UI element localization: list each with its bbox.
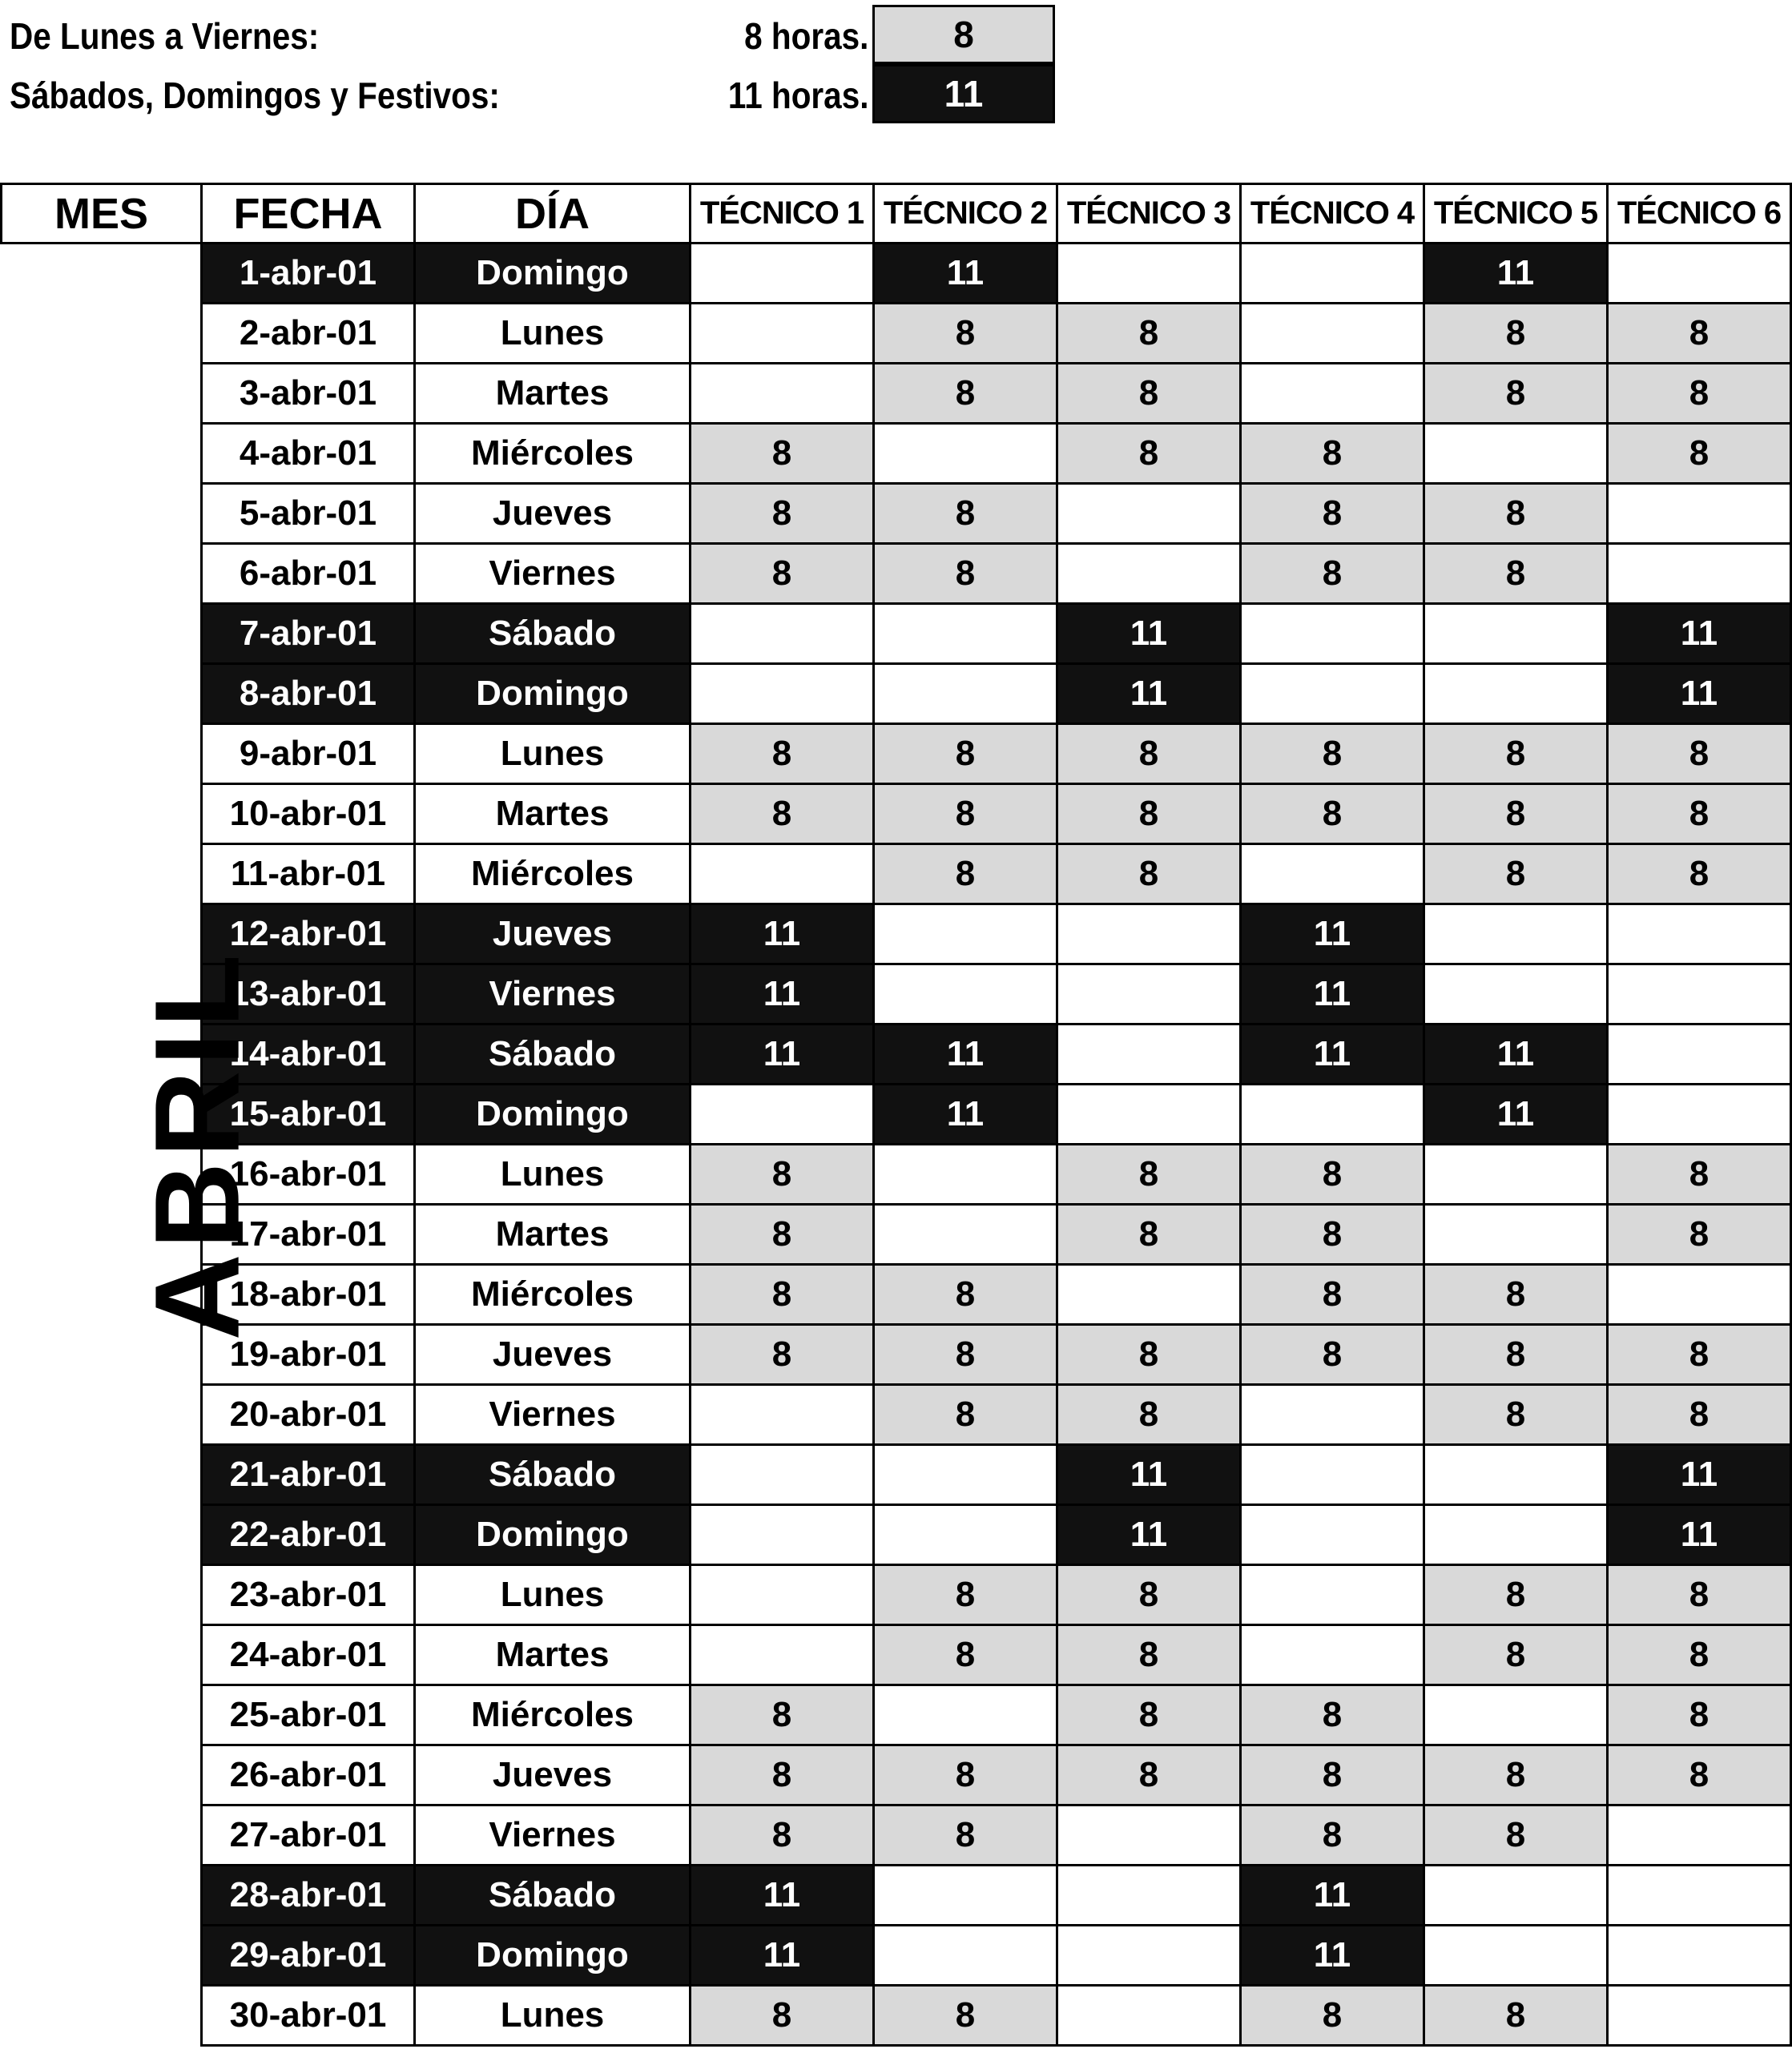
tecnico-3-hours-cell: [1057, 1926, 1241, 1986]
date-cell: 3-abr-01: [202, 364, 415, 424]
table-row: [2, 1265, 1791, 1325]
tecnico-6-hours-cell: [1608, 1866, 1791, 1926]
day-cell: Lunes: [415, 304, 691, 364]
tecnico-2-hours-cell: 11: [874, 1024, 1057, 1085]
tecnico-3-hours-cell: [1057, 1805, 1241, 1866]
tecnico-3-hours-cell: [1057, 484, 1241, 544]
tecnico-5-hours-cell: [1424, 424, 1608, 484]
tecnico-5-hours-cell: 8: [1424, 364, 1608, 424]
date-cell: 7-abr-01: [202, 604, 415, 664]
tecnico-4-hours-cell: [1241, 1505, 1424, 1565]
date-cell: 30-abr-01: [202, 1986, 415, 2046]
day-cell: Jueves: [415, 1745, 691, 1805]
tecnico-3-hours-cell: 8: [1057, 1685, 1241, 1745]
date-cell: 19-abr-01: [202, 1325, 415, 1385]
tecnico-2-hours-cell: [874, 964, 1057, 1024]
tecnico-1-hours-cell: 8: [691, 1986, 874, 2046]
day-cell: Sábado: [415, 604, 691, 664]
table-row: [2, 364, 1791, 424]
tecnico-4-hours-cell: 11: [1241, 904, 1424, 964]
tecnico-5-hours-cell: [1424, 904, 1608, 964]
tecnico-3-hours-cell: 8: [1057, 1745, 1241, 1805]
tecnico-4-hours-cell: 11: [1241, 1866, 1424, 1926]
day-cell: Martes: [415, 784, 691, 844]
table-row: [2, 664, 1791, 724]
tecnico-3-hours-cell: [1057, 1866, 1241, 1926]
tecnico-6-hours-cell: [1608, 964, 1791, 1024]
tecnico-3-hours-cell: 8: [1057, 1205, 1241, 1265]
tecnico-6-hours-cell: 11: [1608, 1445, 1791, 1505]
day-cell: Domingo: [415, 1505, 691, 1565]
date-cell: 6-abr-01: [202, 544, 415, 604]
day-cell: Martes: [415, 1205, 691, 1265]
date-cell: 27-abr-01: [202, 1805, 415, 1866]
day-cell: Miércoles: [415, 844, 691, 904]
date-cell: 24-abr-01: [202, 1625, 415, 1685]
tecnico-6-hours-cell: 8: [1608, 1745, 1791, 1805]
header-tecnico-2: TÉCNICO 2: [874, 184, 1057, 244]
table-row: [2, 1325, 1791, 1385]
tecnico-4-hours-cell: 11: [1241, 964, 1424, 1024]
table-row: [2, 1385, 1791, 1445]
tecnico-5-hours-cell: 8: [1424, 304, 1608, 364]
tecnico-1-hours-cell: 8: [691, 724, 874, 784]
tecnico-5-hours-cell: 8: [1424, 784, 1608, 844]
table-row: [2, 1145, 1791, 1205]
tecnico-3-hours-cell: 8: [1057, 1625, 1241, 1685]
tecnico-5-hours-cell: 8: [1424, 1745, 1608, 1805]
tecnico-4-hours-cell: [1241, 1565, 1424, 1625]
day-cell: Lunes: [415, 1565, 691, 1625]
tecnico-6-hours-cell: [1608, 1986, 1791, 2046]
tecnico-6-hours-cell: 8: [1608, 424, 1791, 484]
table-row: [2, 1205, 1791, 1265]
table-row: [2, 604, 1791, 664]
tecnico-4-hours-cell: 8: [1241, 1986, 1424, 2046]
date-cell: 28-abr-01: [202, 1866, 415, 1926]
tecnico-5-hours-cell: [1424, 1205, 1608, 1265]
day-cell: Domingo: [415, 1085, 691, 1145]
date-cell: 8-abr-01: [202, 664, 415, 724]
date-cell: 13-abr-01: [202, 964, 415, 1024]
tecnico-3-hours-cell: 8: [1057, 1385, 1241, 1445]
date-cell: 18-abr-01: [202, 1265, 415, 1325]
tecnico-2-hours-cell: 8: [874, 1625, 1057, 1685]
tecnico-6-hours-cell: 8: [1608, 1385, 1791, 1445]
tecnico-6-hours-cell: 8: [1608, 1565, 1791, 1625]
tecnico-5-hours-cell: [1424, 604, 1608, 664]
date-cell: 22-abr-01: [202, 1505, 415, 1565]
tecnico-1-hours-cell: [691, 1505, 874, 1565]
tecnico-4-hours-cell: 8: [1241, 484, 1424, 544]
tecnico-2-hours-cell: 8: [874, 1265, 1057, 1325]
day-cell: Jueves: [415, 484, 691, 544]
tecnico-4-hours-cell: [1241, 244, 1424, 304]
tecnico-2-hours-cell: 8: [874, 484, 1057, 544]
tecnico-4-hours-cell: 8: [1241, 544, 1424, 604]
month-label: ABRIL: [129, 949, 264, 1341]
tecnico-3-hours-cell: [1057, 1024, 1241, 1085]
tecnico-5-hours-cell: 8: [1424, 1325, 1608, 1385]
tecnico-4-hours-cell: 11: [1241, 1024, 1424, 1085]
tecnico-3-hours-cell: [1057, 244, 1241, 304]
tecnico-2-hours-cell: 11: [874, 1085, 1057, 1145]
tecnico-4-hours-cell: 8: [1241, 1145, 1424, 1205]
tecnico-2-hours-cell: 8: [874, 784, 1057, 844]
tecnico-5-hours-cell: [1424, 964, 1608, 1024]
tecnico-2-hours-cell: [874, 1505, 1057, 1565]
tecnico-4-hours-cell: [1241, 1385, 1424, 1445]
day-cell: Miércoles: [415, 1685, 691, 1745]
tecnico-5-hours-cell: 8: [1424, 1565, 1608, 1625]
tecnico-5-hours-cell: [1424, 1866, 1608, 1926]
tecnico-2-hours-cell: 8: [874, 304, 1057, 364]
tecnico-3-hours-cell: [1057, 1986, 1241, 2046]
tecnico-6-hours-cell: 8: [1608, 1325, 1791, 1385]
tecnico-5-hours-cell: 11: [1424, 1085, 1608, 1145]
tecnico-1-hours-cell: [691, 1445, 874, 1505]
tecnico-1-hours-cell: 8: [691, 1745, 874, 1805]
day-cell: Miércoles: [415, 1265, 691, 1325]
table-row: [2, 1866, 1791, 1926]
tecnico-6-hours-cell: 8: [1608, 1145, 1791, 1205]
tecnico-4-hours-cell: 11: [1241, 1926, 1424, 1986]
tecnico-1-hours-cell: 8: [691, 784, 874, 844]
legend-weekend-label: Sábados, Domingos y Festivos:: [10, 74, 500, 116]
day-cell: Sábado: [415, 1024, 691, 1085]
tecnico-1-hours-cell: 8: [691, 1145, 874, 1205]
schedule-body: [2, 244, 1791, 2046]
tecnico-5-hours-cell: 8: [1424, 1625, 1608, 1685]
tecnico-6-hours-cell: 11: [1608, 664, 1791, 724]
tecnico-1-hours-cell: [691, 304, 874, 364]
tecnico-6-hours-cell: [1608, 244, 1791, 304]
legend-weekend-hours: 11 horas.: [727, 74, 868, 116]
tecnico-6-hours-cell: 8: [1608, 304, 1791, 364]
tecnico-2-hours-cell: 8: [874, 364, 1057, 424]
tecnico-2-hours-cell: 11: [874, 244, 1057, 304]
tecnico-4-hours-cell: 8: [1241, 1325, 1424, 1385]
table-row: [2, 304, 1791, 364]
tecnico-2-hours-cell: [874, 1685, 1057, 1745]
tecnico-4-hours-cell: [1241, 844, 1424, 904]
tecnico-3-hours-cell: 11: [1057, 604, 1241, 664]
tecnico-6-hours-cell: [1608, 1805, 1791, 1866]
table-row: [2, 1986, 1791, 2046]
tecnico-3-hours-cell: [1057, 904, 1241, 964]
tecnico-3-hours-cell: [1057, 1265, 1241, 1325]
table-row: [2, 784, 1791, 844]
day-cell: Domingo: [415, 244, 691, 304]
header-dia: DÍA: [415, 184, 691, 244]
header-tecnico-5: TÉCNICO 5: [1424, 184, 1608, 244]
tecnico-5-hours-cell: 8: [1424, 484, 1608, 544]
table-row: [2, 544, 1791, 604]
tecnico-3-hours-cell: 8: [1057, 844, 1241, 904]
legend-weekday-label: De Lunes a Viernes:: [10, 15, 320, 57]
day-cell: Viernes: [415, 964, 691, 1024]
day-cell: Viernes: [415, 1385, 691, 1445]
tecnico-5-hours-cell: [1424, 1145, 1608, 1205]
table-row: [2, 964, 1791, 1024]
legend-weekend-swatch: 11: [872, 64, 1055, 123]
tecnico-2-hours-cell: 8: [874, 1385, 1057, 1445]
tecnico-4-hours-cell: 8: [1241, 1205, 1424, 1265]
tecnico-4-hours-cell: [1241, 1085, 1424, 1145]
tecnico-2-hours-cell: [874, 1445, 1057, 1505]
table-row: [2, 1625, 1791, 1685]
tecnico-1-hours-cell: 8: [691, 1805, 874, 1866]
date-cell: 9-abr-01: [202, 724, 415, 784]
table-row: [2, 1745, 1791, 1805]
date-cell: 14-abr-01: [202, 1024, 415, 1085]
tecnico-2-hours-cell: 8: [874, 1986, 1057, 2046]
tecnico-3-hours-cell: 8: [1057, 304, 1241, 364]
date-cell: 23-abr-01: [202, 1565, 415, 1625]
tecnico-5-hours-cell: 8: [1424, 724, 1608, 784]
day-cell: Domingo: [415, 664, 691, 724]
tecnico-1-hours-cell: 8: [691, 484, 874, 544]
tecnico-3-hours-cell: 8: [1057, 364, 1241, 424]
tecnico-6-hours-cell: 8: [1608, 784, 1791, 844]
date-cell: 20-abr-01: [202, 1385, 415, 1445]
day-cell: Martes: [415, 364, 691, 424]
tecnico-2-hours-cell: 8: [874, 1745, 1057, 1805]
tecnico-4-hours-cell: 8: [1241, 1265, 1424, 1325]
tecnico-5-hours-cell: 8: [1424, 1385, 1608, 1445]
header-tecnico-4: TÉCNICO 4: [1241, 184, 1424, 244]
tecnico-4-hours-cell: [1241, 304, 1424, 364]
tecnico-4-hours-cell: [1241, 664, 1424, 724]
table-row: [2, 1024, 1791, 1085]
tecnico-2-hours-cell: [874, 1205, 1057, 1265]
tecnico-5-hours-cell: 8: [1424, 1986, 1608, 2046]
tecnico-3-hours-cell: 8: [1057, 784, 1241, 844]
tecnico-3-hours-cell: [1057, 964, 1241, 1024]
tecnico-4-hours-cell: [1241, 604, 1424, 664]
date-cell: 10-abr-01: [202, 784, 415, 844]
table-row: [2, 1926, 1791, 1986]
date-cell: 25-abr-01: [202, 1685, 415, 1745]
date-cell: 17-abr-01: [202, 1205, 415, 1265]
tecnico-4-hours-cell: 8: [1241, 724, 1424, 784]
tecnico-2-hours-cell: [874, 424, 1057, 484]
tecnico-4-hours-cell: 8: [1241, 1745, 1424, 1805]
tecnico-1-hours-cell: [691, 244, 874, 304]
date-cell: 2-abr-01: [202, 304, 415, 364]
tecnico-5-hours-cell: 11: [1424, 1024, 1608, 1085]
tecnico-6-hours-cell: [1608, 1265, 1791, 1325]
tecnico-1-hours-cell: [691, 1625, 874, 1685]
header-tecnico-3: TÉCNICO 3: [1057, 184, 1241, 244]
tecnico-5-hours-cell: 8: [1424, 844, 1608, 904]
tecnico-4-hours-cell: 8: [1241, 1685, 1424, 1745]
date-cell: 26-abr-01: [202, 1745, 415, 1805]
date-cell: 15-abr-01: [202, 1085, 415, 1145]
tecnico-6-hours-cell: [1608, 484, 1791, 544]
day-cell: Viernes: [415, 1805, 691, 1866]
tecnico-6-hours-cell: [1608, 904, 1791, 964]
tecnico-2-hours-cell: 8: [874, 1805, 1057, 1866]
header-fecha: FECHA: [202, 184, 415, 244]
tecnico-2-hours-cell: 8: [874, 844, 1057, 904]
table-row: [2, 844, 1791, 904]
tecnico-6-hours-cell: [1608, 1926, 1791, 1986]
tecnico-5-hours-cell: [1424, 1445, 1608, 1505]
legend-weekday-hours: 8 horas.: [743, 15, 868, 57]
tecnico-1-hours-cell: [691, 1385, 874, 1445]
tecnico-4-hours-cell: 8: [1241, 1805, 1424, 1866]
tecnico-2-hours-cell: [874, 1926, 1057, 1986]
date-cell: 29-abr-01: [202, 1926, 415, 1986]
tecnico-1-hours-cell: 8: [691, 544, 874, 604]
tecnico-6-hours-cell: 8: [1608, 844, 1791, 904]
tecnico-3-hours-cell: 11: [1057, 664, 1241, 724]
tecnico-2-hours-cell: [874, 664, 1057, 724]
tecnico-4-hours-cell: 8: [1241, 784, 1424, 844]
table-row: [2, 1565, 1791, 1625]
tecnico-5-hours-cell: 8: [1424, 544, 1608, 604]
tecnico-2-hours-cell: 8: [874, 1325, 1057, 1385]
tecnico-6-hours-cell: 8: [1608, 1625, 1791, 1685]
tecnico-5-hours-cell: [1424, 1505, 1608, 1565]
schedule-table: [0, 183, 1792, 2047]
month-cell: [2, 244, 264, 2046]
tecnico-1-hours-cell: [691, 1085, 874, 1145]
tecnico-6-hours-cell: [1608, 544, 1791, 604]
tecnico-1-hours-cell: 8: [691, 1265, 874, 1325]
date-cell: 12-abr-01: [202, 904, 415, 964]
tecnico-3-hours-cell: 8: [1057, 724, 1241, 784]
tecnico-2-hours-cell: [874, 904, 1057, 964]
tecnico-3-hours-cell: 8: [1057, 424, 1241, 484]
tecnico-2-hours-cell: 8: [874, 544, 1057, 604]
tecnico-6-hours-cell: [1608, 1024, 1791, 1085]
table-row: [2, 244, 1791, 304]
tecnico-6-hours-cell: 8: [1608, 1205, 1791, 1265]
day-cell: Martes: [415, 1625, 691, 1685]
day-cell: Jueves: [415, 904, 691, 964]
day-cell: Lunes: [415, 724, 691, 784]
tecnico-3-hours-cell: 8: [1057, 1145, 1241, 1205]
table-row: [2, 1805, 1791, 1866]
table-row: [2, 1445, 1791, 1505]
table-row: [2, 484, 1791, 544]
tecnico-6-hours-cell: 8: [1608, 1685, 1791, 1745]
tecnico-1-hours-cell: [691, 1565, 874, 1625]
tecnico-5-hours-cell: 8: [1424, 1805, 1608, 1866]
tecnico-6-hours-cell: 11: [1608, 1505, 1791, 1565]
tecnico-1-hours-cell: 11: [691, 1866, 874, 1926]
date-cell: 5-abr-01: [202, 484, 415, 544]
day-cell: Miércoles: [415, 424, 691, 484]
tecnico-1-hours-cell: 11: [691, 904, 874, 964]
tecnico-1-hours-cell: [691, 664, 874, 724]
tecnico-6-hours-cell: 11: [1608, 604, 1791, 664]
tecnico-1-hours-cell: 11: [691, 964, 874, 1024]
tecnico-2-hours-cell: 8: [874, 1565, 1057, 1625]
tecnico-4-hours-cell: [1241, 1625, 1424, 1685]
tecnico-5-hours-cell: [1424, 1926, 1608, 1986]
table-row: [2, 904, 1791, 964]
tecnico-3-hours-cell: [1057, 544, 1241, 604]
tecnico-1-hours-cell: 11: [691, 1024, 874, 1085]
header-row: [2, 184, 1791, 244]
table-row: [2, 724, 1791, 784]
legend-weekday-swatch: 8: [872, 5, 1055, 64]
tecnico-2-hours-cell: 8: [874, 724, 1057, 784]
tecnico-3-hours-cell: 11: [1057, 1505, 1241, 1565]
table-row: [2, 1505, 1791, 1565]
day-cell: Viernes: [415, 544, 691, 604]
day-cell: Jueves: [415, 1325, 691, 1385]
day-cell: Sábado: [415, 1445, 691, 1505]
tecnico-3-hours-cell: 8: [1057, 1565, 1241, 1625]
tecnico-1-hours-cell: 8: [691, 1685, 874, 1745]
tecnico-1-hours-cell: 8: [691, 1325, 874, 1385]
date-cell: 4-abr-01: [202, 424, 415, 484]
tecnico-4-hours-cell: 8: [1241, 424, 1424, 484]
tecnico-1-hours-cell: [691, 364, 874, 424]
tecnico-1-hours-cell: [691, 844, 874, 904]
date-cell: 11-abr-01: [202, 844, 415, 904]
header-tecnico-6: TÉCNICO 6: [1608, 184, 1791, 244]
tecnico-4-hours-cell: [1241, 1445, 1424, 1505]
table-row: [2, 1685, 1791, 1745]
day-cell: Lunes: [415, 1986, 691, 2046]
tecnico-6-hours-cell: 8: [1608, 364, 1791, 424]
table-row: [2, 1085, 1791, 1145]
date-cell: 16-abr-01: [202, 1145, 415, 1205]
header-mes: MES: [2, 184, 202, 244]
table-row: [2, 424, 1791, 484]
tecnico-5-hours-cell: 11: [1424, 244, 1608, 304]
tecnico-5-hours-cell: 8: [1424, 1265, 1608, 1325]
header-tecnico-1: TÉCNICO 1: [691, 184, 874, 244]
tecnico-4-hours-cell: [1241, 364, 1424, 424]
tecnico-2-hours-cell: [874, 1866, 1057, 1926]
tecnico-3-hours-cell: [1057, 1085, 1241, 1145]
day-cell: Lunes: [415, 1145, 691, 1205]
tecnico-3-hours-cell: 11: [1057, 1445, 1241, 1505]
tecnico-5-hours-cell: [1424, 1685, 1608, 1745]
tecnico-3-hours-cell: 8: [1057, 1325, 1241, 1385]
tecnico-2-hours-cell: [874, 604, 1057, 664]
tecnico-6-hours-cell: [1608, 1085, 1791, 1145]
tecnico-2-hours-cell: [874, 1145, 1057, 1205]
tecnico-5-hours-cell: [1424, 664, 1608, 724]
date-cell: 21-abr-01: [202, 1445, 415, 1505]
tecnico-1-hours-cell: 8: [691, 1205, 874, 1265]
tecnico-1-hours-cell: 11: [691, 1926, 874, 1986]
day-cell: Sábado: [415, 1866, 691, 1926]
tecnico-1-hours-cell: [691, 604, 874, 664]
tecnico-6-hours-cell: 8: [1608, 724, 1791, 784]
day-cell: Domingo: [415, 1926, 691, 1986]
date-cell: 1-abr-01: [202, 244, 415, 304]
tecnico-1-hours-cell: 8: [691, 424, 874, 484]
